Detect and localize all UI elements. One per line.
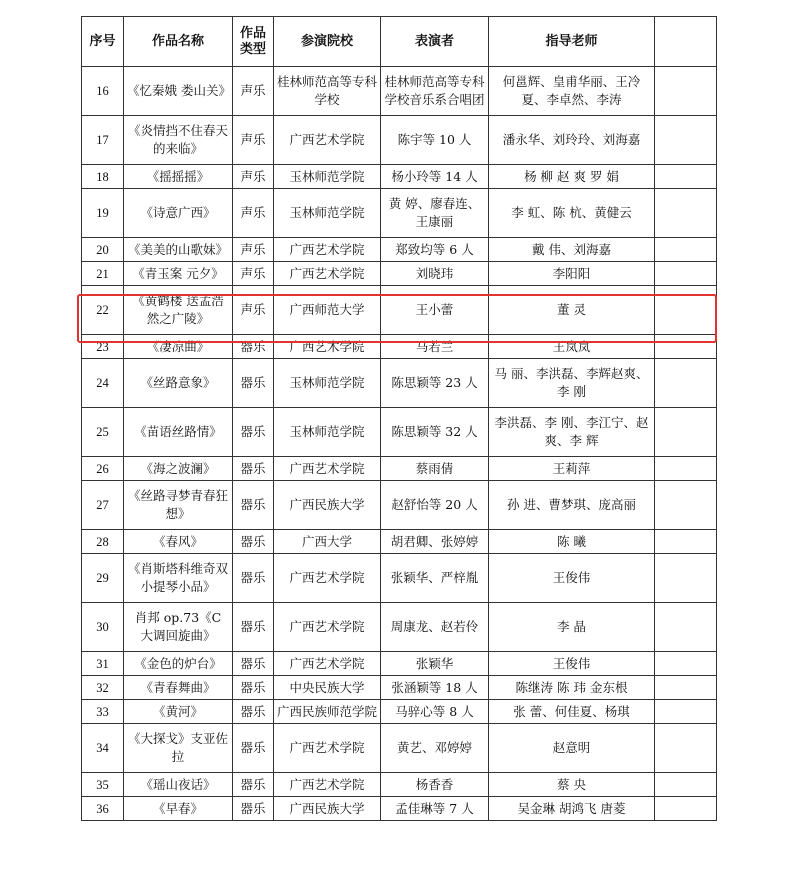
cell-title: 《青玉案 元夕》 (124, 262, 233, 286)
cell-performer: 张涵颖等 18 人 (381, 676, 489, 700)
cell-type: 声乐 (233, 189, 274, 238)
cell-type: 声乐 (233, 238, 274, 262)
cell-extra (655, 773, 717, 797)
cell-title: 《春风》 (124, 530, 233, 554)
cell-seq: 31 (82, 652, 124, 676)
cell-school: 广西师范大学 (274, 286, 381, 335)
cell-teacher: 赵意明 (489, 724, 655, 773)
cell-performer: 张颖华 (381, 652, 489, 676)
cell-seq: 32 (82, 676, 124, 700)
cell-seq: 36 (82, 797, 124, 821)
cell-school: 广西艺术学院 (274, 652, 381, 676)
cell-title: 《黄鹤楼 送孟浩然之广陵》 (124, 286, 233, 335)
cell-title: 《黄河》 (124, 700, 233, 724)
cell-type: 器乐 (233, 652, 274, 676)
cell-extra (655, 359, 717, 408)
cell-extra (655, 481, 717, 530)
table-row (82, 67, 717, 116)
cell-title: 《丝路意象》 (124, 359, 233, 408)
header-performer: 表演者 (381, 17, 489, 67)
cell-type: 声乐 (233, 116, 274, 165)
cell-title: 《忆秦娥 娄山关》 (124, 67, 233, 116)
cell-title: 肖邦 op.73《C 大调回旋曲》 (124, 603, 233, 652)
cell-title: 《摇摇摇》 (124, 165, 233, 189)
cell-teacher: 吴金琳 胡鸿飞 唐菱 (489, 797, 655, 821)
cell-teacher: 蔡 央 (489, 773, 655, 797)
cell-seq: 17 (82, 116, 124, 165)
cell-title: 《青春舞曲》 (124, 676, 233, 700)
cell-extra (655, 67, 717, 116)
table-row (82, 335, 717, 359)
cell-extra (655, 165, 717, 189)
cell-performer: 胡君卿、张婷婷 (381, 530, 489, 554)
header-row (82, 17, 717, 67)
cell-extra (655, 238, 717, 262)
cell-type: 器乐 (233, 773, 274, 797)
cell-extra (655, 457, 717, 481)
cell-title: 《瑶山夜话》 (124, 773, 233, 797)
cell-school: 广西艺术学院 (274, 773, 381, 797)
table-row (82, 773, 717, 797)
cell-school: 广西艺术学院 (274, 238, 381, 262)
header-teacher: 指导老师 (489, 17, 655, 67)
cell-teacher: 李 虹、陈 杭、黄健云 (489, 189, 655, 238)
cell-seq: 26 (82, 457, 124, 481)
cell-teacher: 陈继涛 陈 玮 金东根 (489, 676, 655, 700)
cell-type: 声乐 (233, 165, 274, 189)
cell-extra (655, 189, 717, 238)
cell-school: 广西民族大学 (274, 797, 381, 821)
cell-performer: 马若兰 (381, 335, 489, 359)
cell-type: 器乐 (233, 603, 274, 652)
cell-seq: 21 (82, 262, 124, 286)
cell-title: 《早春》 (124, 797, 233, 821)
cell-teacher: 潘永华、刘玲玲、刘海嘉 (489, 116, 655, 165)
cell-school: 广西大学 (274, 530, 381, 554)
table-row (82, 189, 717, 238)
cell-performer: 周康龙、赵若伶 (381, 603, 489, 652)
cell-extra (655, 116, 717, 165)
cell-teacher: 何邕辉、皇甫华丽、王冷夏、李卓然、李涛 (489, 67, 655, 116)
cell-extra (655, 797, 717, 821)
cell-teacher: 王俊伟 (489, 554, 655, 603)
awards-table (81, 16, 717, 821)
cell-seq: 29 (82, 554, 124, 603)
cell-school: 玉林师范学院 (274, 165, 381, 189)
cell-seq: 30 (82, 603, 124, 652)
cell-title: 《金色的炉台》 (124, 652, 233, 676)
table-row (82, 359, 717, 408)
cell-performer: 蔡雨倩 (381, 457, 489, 481)
table-row (82, 262, 717, 286)
cell-school: 广西艺术学院 (274, 262, 381, 286)
cell-seq: 20 (82, 238, 124, 262)
cell-performer: 杨香香 (381, 773, 489, 797)
cell-extra (655, 603, 717, 652)
cell-type: 器乐 (233, 481, 274, 530)
cell-school: 玉林师范学院 (274, 189, 381, 238)
cell-teacher: 马 丽、李洪磊、李辉赵爽、李 刚 (489, 359, 655, 408)
cell-performer: 陈思颖等 32 人 (381, 408, 489, 457)
cell-performer: 陈思颖等 23 人 (381, 359, 489, 408)
cell-type: 器乐 (233, 676, 274, 700)
table-row (82, 530, 717, 554)
cell-extra (655, 554, 717, 603)
cell-teacher: 戴 伟、刘海嘉 (489, 238, 655, 262)
cell-performer: 刘晓玮 (381, 262, 489, 286)
table-row (82, 408, 717, 457)
cell-seq: 19 (82, 189, 124, 238)
cell-performer: 杨小玲等 14 人 (381, 165, 489, 189)
cell-school: 中央民族大学 (274, 676, 381, 700)
header-extra (655, 17, 717, 67)
cell-extra (655, 676, 717, 700)
cell-teacher: 杨 柳 赵 爽 罗 娟 (489, 165, 655, 189)
cell-seq: 22 (82, 286, 124, 335)
cell-school: 广西艺术学院 (274, 457, 381, 481)
cell-extra (655, 700, 717, 724)
cell-title: 《美美的山歌妹》 (124, 238, 233, 262)
cell-school: 广西艺术学院 (274, 724, 381, 773)
cell-title: 《炎情挡不住春天的来临》 (124, 116, 233, 165)
cell-extra (655, 335, 717, 359)
cell-school: 广西艺术学院 (274, 603, 381, 652)
cell-extra (655, 652, 717, 676)
cell-type: 器乐 (233, 457, 274, 481)
cell-performer: 马骍心等 8 人 (381, 700, 489, 724)
cell-type: 器乐 (233, 530, 274, 554)
cell-extra (655, 530, 717, 554)
cell-seq: 27 (82, 481, 124, 530)
cell-school: 桂林师范高等专科学校 (274, 67, 381, 116)
cell-performer: 黄艺、邓婷婷 (381, 724, 489, 773)
cell-performer: 黄 婷、廖春连、王康丽 (381, 189, 489, 238)
cell-performer: 王小蕾 (381, 286, 489, 335)
table-row (82, 652, 717, 676)
cell-title: 《肖斯塔科维奇双小提琴小品》 (124, 554, 233, 603)
table-row (82, 700, 717, 724)
cell-teacher: 董 灵 (489, 286, 655, 335)
cell-type: 器乐 (233, 359, 274, 408)
cell-seq: 33 (82, 700, 124, 724)
cell-school: 玉林师范学院 (274, 408, 381, 457)
table-row (82, 481, 717, 530)
cell-teacher: 李 晶 (489, 603, 655, 652)
table-row (82, 286, 717, 335)
cell-performer: 陈宇等 10 人 (381, 116, 489, 165)
cell-school: 广西民族师范学院 (274, 700, 381, 724)
cell-teacher: 王俊伟 (489, 652, 655, 676)
cell-type: 器乐 (233, 408, 274, 457)
cell-type: 声乐 (233, 262, 274, 286)
cell-teacher: 李洪磊、李 刚、李江宁、赵 爽、李 辉 (489, 408, 655, 457)
header-seq: 序号 (82, 17, 124, 67)
cell-seq: 23 (82, 335, 124, 359)
cell-teacher: 张 蕾、何佳夏、杨琪 (489, 700, 655, 724)
table-row (82, 165, 717, 189)
cell-teacher: 王岚岚 (489, 335, 655, 359)
cell-type: 声乐 (233, 67, 274, 116)
cell-teacher: 孙 进、曹梦琪、庞高丽 (489, 481, 655, 530)
cell-teacher: 王莉萍 (489, 457, 655, 481)
table-row (82, 603, 717, 652)
cell-teacher: 陈 曦 (489, 530, 655, 554)
cell-seq: 24 (82, 359, 124, 408)
table-body (82, 67, 717, 821)
cell-school: 玉林师范学院 (274, 359, 381, 408)
cell-type: 声乐 (233, 286, 274, 335)
cell-performer: 赵舒怡等 20 人 (381, 481, 489, 530)
cell-extra (655, 262, 717, 286)
header-title: 作品名称 (124, 17, 233, 67)
cell-seq: 28 (82, 530, 124, 554)
cell-teacher: 李阳阳 (489, 262, 655, 286)
cell-title: 《大探戈》支亚佐拉 (124, 724, 233, 773)
cell-extra (655, 724, 717, 773)
cell-type: 器乐 (233, 554, 274, 603)
cell-type: 器乐 (233, 797, 274, 821)
cell-title: 《丝路寻梦青春狂想》 (124, 481, 233, 530)
cell-seq: 35 (82, 773, 124, 797)
header-type: 作品 类型 (233, 17, 274, 67)
cell-seq: 16 (82, 67, 124, 116)
cell-type: 器乐 (233, 335, 274, 359)
cell-performer: 张颖华、严梓胤 (381, 554, 489, 603)
table-row (82, 797, 717, 821)
cell-extra (655, 286, 717, 335)
cell-school: 广西艺术学院 (274, 116, 381, 165)
cell-seq: 18 (82, 165, 124, 189)
cell-title: 《海之波澜》 (124, 457, 233, 481)
cell-type: 器乐 (233, 700, 274, 724)
table-row (82, 554, 717, 603)
cell-seq: 25 (82, 408, 124, 457)
cell-title: 《苗语丝路情》 (124, 408, 233, 457)
cell-title: 《诗意广西》 (124, 189, 233, 238)
table-row (82, 116, 717, 165)
cell-school: 广西艺术学院 (274, 554, 381, 603)
cell-school: 广西民族大学 (274, 481, 381, 530)
cell-performer: 郑致均等 6 人 (381, 238, 489, 262)
table-row (82, 238, 717, 262)
cell-school: 广西艺术学院 (274, 335, 381, 359)
cell-performer: 孟佳琳等 7 人 (381, 797, 489, 821)
cell-type: 器乐 (233, 724, 274, 773)
table-row (82, 676, 717, 700)
table-row (82, 724, 717, 773)
cell-seq: 34 (82, 724, 124, 773)
header-school: 参演院校 (274, 17, 381, 67)
cell-performer: 桂林师范高等专科学校音乐系合唱团 (381, 67, 489, 116)
cell-extra (655, 408, 717, 457)
table-row (82, 457, 717, 481)
cell-title: 《凄凉曲》 (124, 335, 233, 359)
